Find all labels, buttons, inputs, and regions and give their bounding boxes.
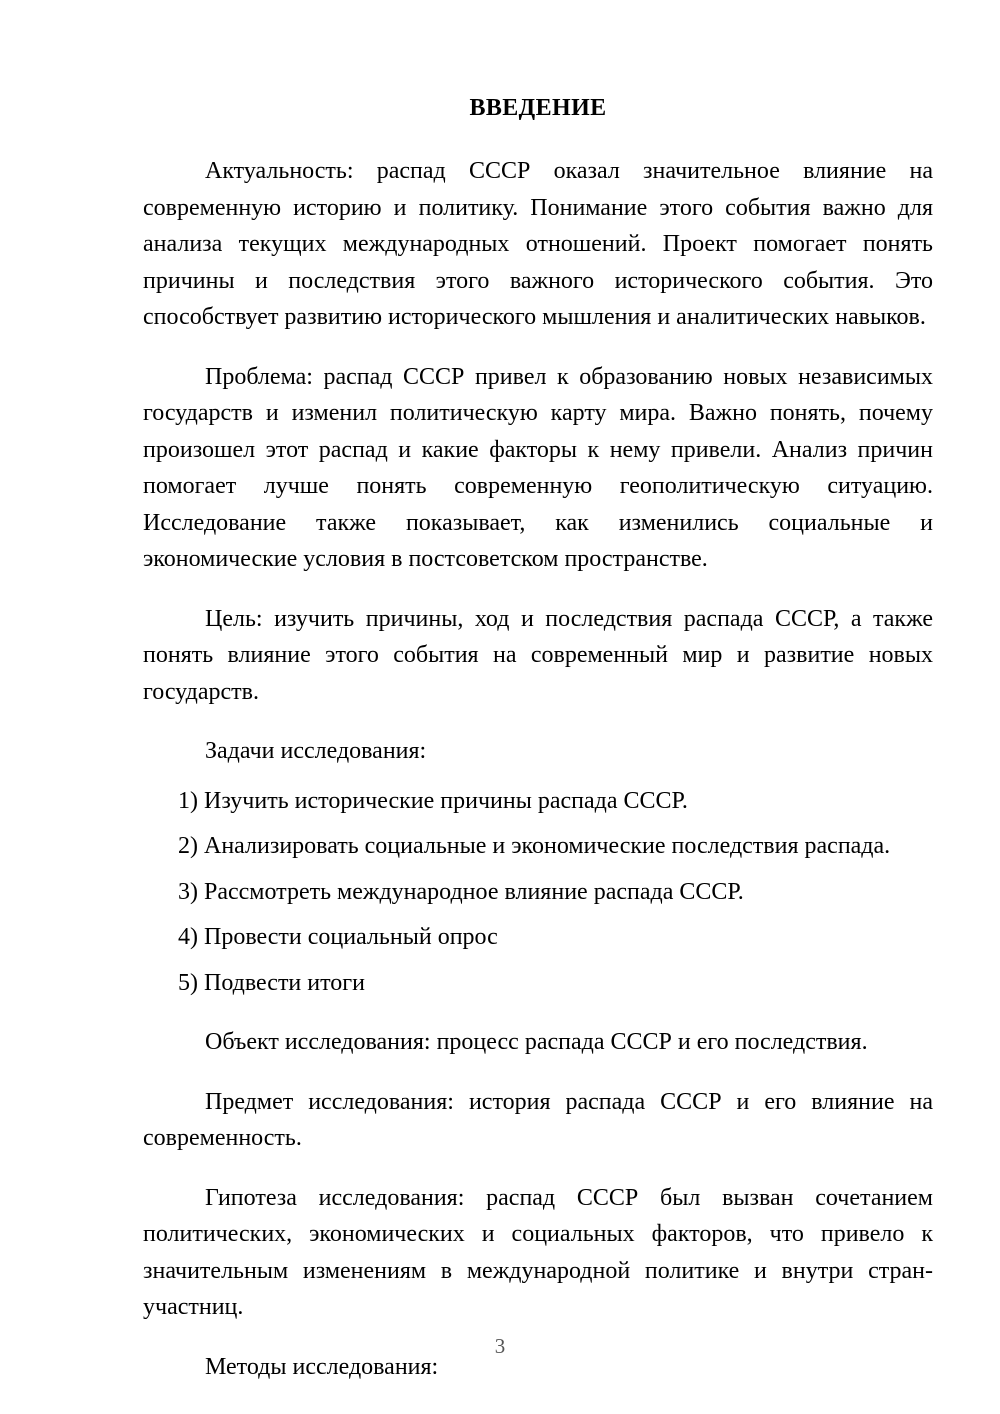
page-title: ВВЕДЕНИЕ <box>469 95 607 121</box>
paragraph-subject: Предмет исследования: история распада СССР и его влияние на современность. <box>143 1088 933 1151</box>
methods-heading: Методы исследования: <box>205 1353 439 1380</box>
paragraph-goal: Цель: изучить причины, ход и последствия распада СССР, а также понять влияние этого события на современный мир и развитие новых государств. <box>143 605 933 705</box>
list-item: 1) Изучить исторические причины распада СССР. <box>178 787 688 814</box>
page-content <box>143 0 933 1385</box>
list-item: 4) Провести социальный опрос <box>178 924 498 950</box>
tasks-heading: Задачи исследования: <box>205 738 427 764</box>
paragraph-object: Объект исследования: процесс распада СССР и его последствия. <box>205 1029 868 1055</box>
list-item: 2) Анализировать социальные и экономические последствия распада. <box>178 833 891 859</box>
list-item: 5) Подвести итоги <box>178 969 365 996</box>
page-number: 3 <box>494 1334 506 1358</box>
paragraph-problem: Проблема: распад СССР привел к образованию новых независимых государств и изменил политическую карту мира. Важно понять, почему произошел этот распад и какие факторы к нему привели. Анализ причин помогает лучше понять современную геополитическую ситуацию. Исследование также показывает, как изменились социальные и экономические условия в постсоветском пространстве. <box>143 363 933 572</box>
paragraph-relevance: Актуальность: распад СССР оказал значительное влияние на современную историю и политику. Понимание этого события важно для анализа текущих международных отношений. Проект помогает понять причины и последствия этого важного исторического события. Это способствует развитию исторического мышления и аналитических навыков. <box>143 158 933 330</box>
paragraph-hypothesis: Гипотеза исследования: распад СССР был вызван сочетанием политических, экономических и социальных факторов, что привело к значительным изменениям в международной политике и внутри стран-участниц. <box>143 1184 933 1320</box>
tasks-list <box>143 770 933 1002</box>
list-item: 3) Рассмотреть международное влияние распада СССР. <box>178 878 744 905</box>
